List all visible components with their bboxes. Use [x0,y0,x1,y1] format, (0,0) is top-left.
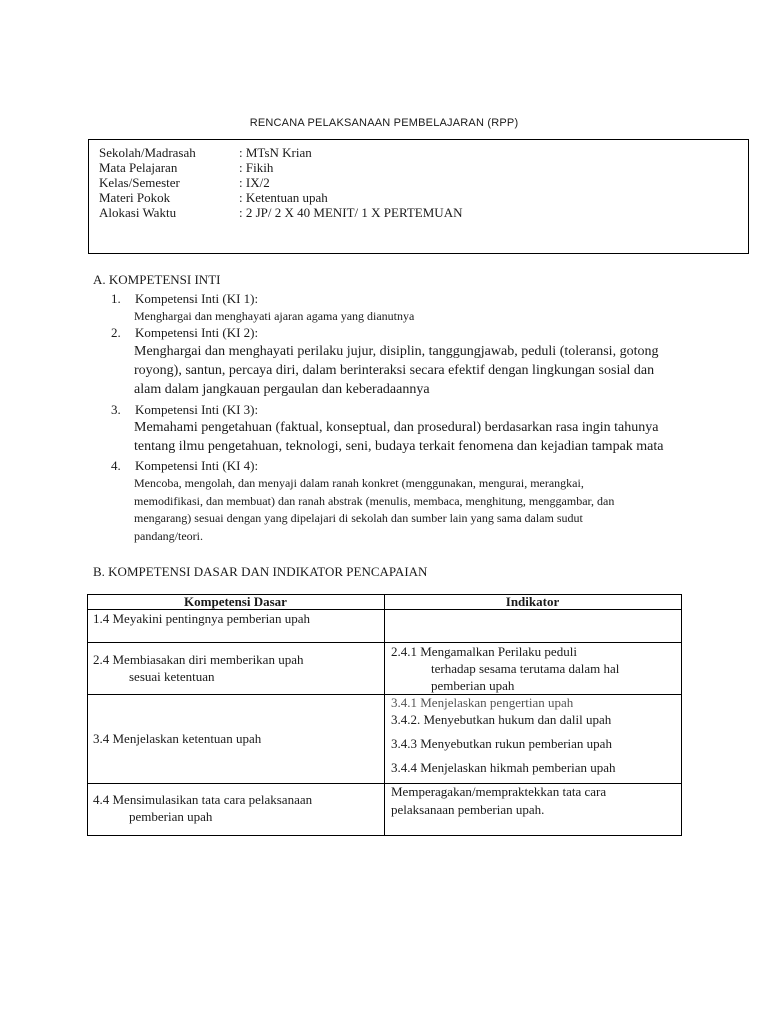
ki-title: Kompetensi Inti (KI 2): [135,325,259,340]
table-cell-kd: 3.4 Menjelaskan ketentuan upah [93,731,262,746]
identity-value: : Ketentuan upah [239,190,328,205]
ki-description: tentang ilmu pengetahuan, teknologi, seni, budaya terkait fenomena dan kejadian tampak mata [134,439,664,454]
table-cell-indikator: pemberian upah [431,678,515,693]
table-cell-indikator: 3.4.4 Menjelaskan hikmah pemberian upah [391,760,616,775]
table-cell-kd: pemberian upah [129,809,213,824]
table-cell-kd: 4.4 Mensimulasikan tata cara pelaksanaan [93,792,313,807]
ki-title: Kompetensi Inti (KI 1): [135,291,259,306]
ki-description: Menghargai dan menghayati ajaran agama yang dianutnya [134,309,415,323]
identity-box [88,139,749,254]
table-cell-kd: 1.4 Meyakini pentingnya pemberian upah [93,611,310,626]
table-border [681,594,682,836]
table-cell-indikator: pelaksanaan pemberian upah. [391,802,545,817]
identity-value: : Fikih [239,160,274,175]
ki-number: 3. [111,402,121,417]
page-title: RENCANA PELAKSANAAN PEMBELAJARAN (RPP) [249,117,519,129]
identity-value: : MTsN Krian [239,145,312,160]
ki-number: 4. [111,458,121,473]
ki-description: alam dalam jangkauan pergaulan dan keberadaannya [134,382,430,397]
ki-number: 1. [111,291,121,306]
table-cell-kd: 2.4 Membiasakan diri memberikan upah [93,652,304,667]
table-border [384,594,385,836]
table-header-kd: Kompetensi Dasar [184,594,287,609]
identity-value: : 2 JP/ 2 X 40 MENIT/ 1 X PERTEMUAN [239,205,463,220]
table-cell-indikator: 3.4.1 Menjelaskan pengertian upah [391,695,574,710]
ki-title: Kompetensi Inti (KI 3): [135,402,259,417]
section-a-heading: A. KOMPETENSI INTI [93,272,221,287]
ki-description: memodifikasi, dan membuat) dan ranah abstrak (menulis, membaca, menghitung, menggambar, dan [134,494,615,508]
table-header-indikator: Indikator [505,594,560,609]
table-cell-indikator: Memperagakan/mempraktekkan tata cara [391,784,607,799]
identity-label: Sekolah/Madrasah [99,145,196,160]
table-cell-indikator: terhadap sesama terutama dalam hal [431,661,620,676]
table-cell-indikator: 3.4.3 Menyebutkan rukun pemberian upah [391,736,612,751]
identity-label: Mata Pelajaran [99,160,178,175]
identity-label: Kelas/Semester [99,175,180,190]
section-b-heading: B. KOMPETENSI DASAR DAN INDIKATOR PENCAPAIAN [93,564,428,579]
ki-title: Kompetensi Inti (KI 4): [135,458,259,473]
table-cell-kd: sesuai ketentuan [129,669,215,684]
identity-label: Alokasi Waktu [99,205,177,220]
ki-description: Mencoba, mengolah, dan menyaji dalam ranah konkret (menggunakan, mengurai, merangkai, [134,476,584,490]
ki-number: 2. [111,325,121,340]
ki-description: mengarang) sesuai dengan yang dipelajari di sekolah dan sumber lain yang sama dalam sudut [134,511,583,525]
identity-label: Materi Pokok [99,190,171,205]
table-cell-indikator: 2.4.1 Mengamalkan Perilaku peduli [391,644,577,659]
identity-value: : IX/2 [239,175,270,190]
table-border [87,594,88,836]
table-cell-indikator: 3.4.2. Menyebutkan hukum dan dalil upah [391,712,612,727]
ki-description: pandang/teori. [134,529,203,543]
competency-table [87,594,682,836]
ki-description: Menghargai dan menghayati perilaku jujur, disiplin, tanggungjawab, peduli (toleransi, gotong [134,344,659,359]
ki-description: royong), santun, percaya diri, dalam berinteraksi secara efektif dengan lingkungan sosial dan [134,363,655,378]
ki-description: Memahami pengetahuan (faktual, konseptual, dan prosedural) berdasarkan rasa ingin tahunya [134,420,659,435]
